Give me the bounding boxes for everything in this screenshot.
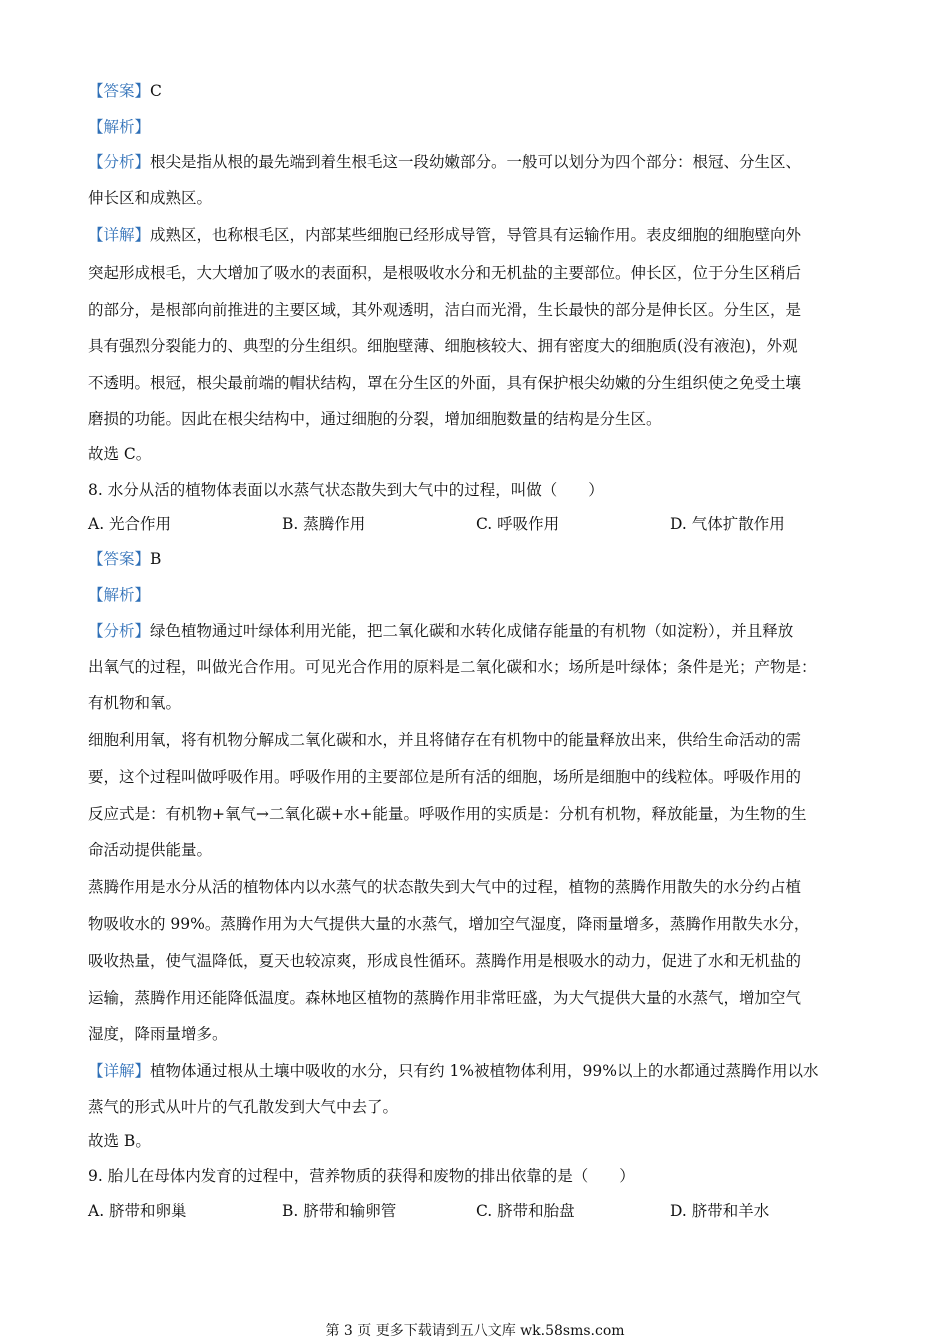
- q9-option-b: B. 脐带和输卵管: [282, 1202, 397, 1220]
- detail-text: 成熟区，也称根毛区，内部某些细胞已经形成导管，导管具有运输作用。表皮细胞的细胞壁向外: [150, 226, 802, 244]
- q8-fenxi-line: 命活动提供能量。: [88, 841, 213, 859]
- detail-tag: 【详解】: [88, 1062, 151, 1080]
- q8-option-b: B. 蒸腾作用: [282, 515, 366, 533]
- q8-option-c: C. 呼吸作用: [476, 515, 560, 533]
- q8-detail-line: 蒸气的形式从叶片的气孔散发到大气中去了。: [88, 1098, 399, 1116]
- q7-detail-line: 突起形成根毛，大大增加了吸水的表面积，是根吸收水分和无机盐的主要部位。伸长区，位于分生区稍后: [88, 264, 802, 282]
- q7-fenxi-line: 伸长区和成熟区。: [88, 189, 213, 207]
- q7-detail-line: [88, 224, 873, 246]
- q8-fenxi-line: 物吸收水的 99%。蒸腾作用为大气提供大量的水蒸气，增加空气湿度，降雨量增多，蒸腾作用散失水分，: [88, 915, 810, 933]
- detail-tag: 【详解】: [88, 226, 151, 244]
- q8-fenxi-line: 出氧气的过程，叫做光合作用。可见光合作用的原料是二氧化碳和水；场所是叶绿体；条件是光；产物是：: [88, 658, 817, 676]
- q8-fenxi-line: 运输，蒸腾作用还能降低温度。森林地区植物的蒸腾作用非常旺盛，为大气提供大量的水蒸气，增加空气: [88, 989, 802, 1007]
- q9-option-a: A. 脐带和卵巢: [88, 1202, 187, 1220]
- q8-fenxi-line: 细胞利用氧，将有机物分解成二氧化碳和水，并且将储存在有机物中的能量释放出来，供给生命活动的需: [88, 731, 802, 749]
- q8-fenxi-line: 有机物和氧。: [88, 694, 182, 712]
- q7-detail-line: 磨损的功能。因此在根尖结构中，通过细胞的分裂，增加细胞数量的结构是分生区。: [88, 410, 662, 428]
- q8-detail-line: [88, 1060, 873, 1082]
- q8-answer: [88, 548, 873, 570]
- fenxi-tag: 【分析】: [88, 153, 151, 171]
- answer-value: B: [150, 550, 162, 568]
- q7-detail-line: 不透明。根冠，根尖最前端的帽状结构，罩在分生区的外面，具有保护根尖幼嫩的分生组织使之免受土壤: [88, 374, 802, 392]
- q9-stem: 9. 胎儿在母体内发育的过程中，营养物质的获得和废物的排出依靠的是（ ）: [88, 1167, 635, 1185]
- q8-fenxi-line: 吸收热量，使气温降低，夏天也较凉爽，形成良性循环。蒸腾作用是根吸水的动力，促进了水和无机盐的: [88, 952, 802, 970]
- q8-fenxi-line: 蒸腾作用是水分从活的植物体内以水蒸气的状态散失到大气中的过程，植物的蒸腾作用散失的水分约占植: [88, 878, 802, 896]
- q8-analysis-tag: 【解析】: [88, 586, 151, 604]
- q7-conclusion: 故选 C。: [88, 445, 152, 463]
- q9-option-c: C. 脐带和胎盘: [476, 1202, 575, 1220]
- q7-detail-line: 的部分，是根部向前推进的主要区域，其外观透明，洁白而光滑，生长最快的部分是伸长区。分生区，是: [88, 301, 802, 319]
- q8-fenxi-line: [88, 620, 873, 642]
- answer-tag: 【答案】: [88, 550, 151, 568]
- q7-analysis-tag: 【解析】: [88, 118, 151, 136]
- fenxi-text: 绿色植物通过叶绿体利用光能，把二氧化碳和水转化成储存能量的有机物（如淀粉），并且释放: [150, 622, 794, 640]
- q8-conclusion: 故选 B。: [88, 1132, 151, 1150]
- page-footer: 第 3 页 更多下载请到五八文库 wk.58sms.com: [325, 1323, 625, 1339]
- answer-value: C: [150, 82, 162, 100]
- answer-tag: 【答案】: [88, 82, 151, 100]
- q7-answer: [88, 80, 873, 102]
- q8-option-d: D. 气体扩散作用: [670, 515, 785, 533]
- q8-fenxi-line: 湿度，降雨量增多。: [88, 1025, 228, 1043]
- q7-fenxi-line: [88, 151, 873, 173]
- q9-option-d: D. 脐带和羊水: [670, 1202, 770, 1220]
- fenxi-text: 根尖是指从根的最先端到着生根毛这一段幼嫩部分。一般可以划分为四个部分：根冠、分生区、: [150, 153, 802, 171]
- q8-option-a: A. 光合作用: [88, 515, 172, 533]
- q8-stem: 8. 水分从活的植物体表面以水蒸气状态散失到大气中的过程，叫做（ ）: [88, 481, 604, 499]
- q7-detail-line: 具有强烈分裂能力的、典型的分生组织。细胞壁薄、细胞核较大、拥有密度大的细胞质(没有液泡)，外观: [88, 337, 798, 355]
- fenxi-tag: 【分析】: [88, 622, 151, 640]
- q8-fenxi-line: 要，这个过程叫做呼吸作用。呼吸作用的主要部位是所有活的细胞，场所是细胞中的线粒体。呼吸作用的: [88, 768, 802, 786]
- detail-text: 植物体通过根从土壤中吸收的水分，只有约 1%被植物体利用，99%以上的水都通过蒸腾作用以水: [150, 1062, 819, 1080]
- q8-fenxi-line: 反应式是：有机物+氧气→二氧化碳+水+能量。呼吸作用的实质是：分机有机物，释放能量，为生物的生: [88, 805, 807, 823]
